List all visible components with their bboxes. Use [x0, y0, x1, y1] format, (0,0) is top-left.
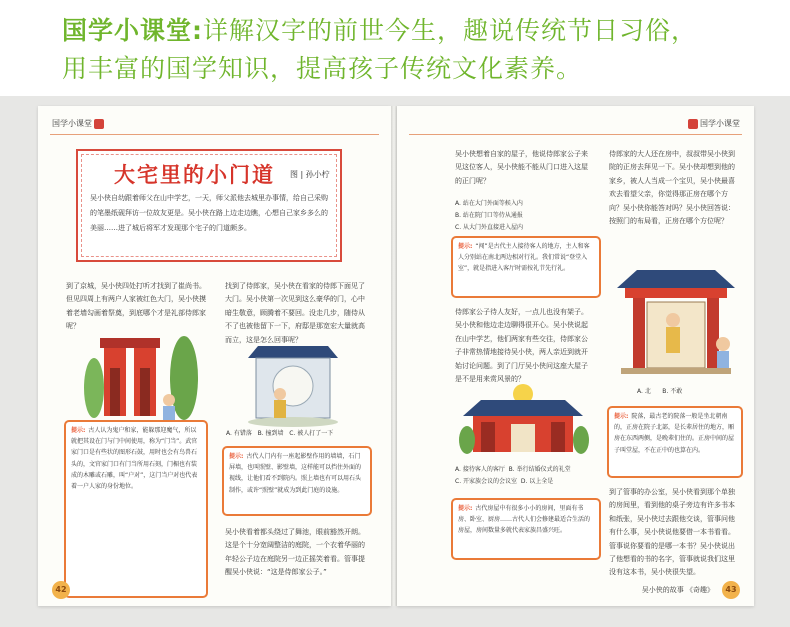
option-a: A. 站在大门外面等候入内 — [455, 200, 523, 207]
question-options-middle — [455, 464, 605, 488]
option-b: B. 站在院门口等侍从通报 — [455, 212, 523, 219]
tip-box — [222, 446, 372, 516]
tip-text: 古代人门内有一座起影壁作用的墙墙，石门屏墙，也叫照壁、影壁墙，这样能可以挡住外面的视线，让他们看不到院内。照上墙也有可以用石头制作，或许“照壁”就成为到此门庭的设施。 — [229, 453, 362, 494]
question-options-right — [637, 386, 737, 398]
tip-label: 提示: — [71, 427, 86, 434]
story-text-middle: 侍郎家公子待人友好，一点儿也没有架子。吴小侠和他边走边聊得很开心。吴小侠说起在山中学艺，他们两家有些交往，侍郎家公子非常热情地接待吴小侠，两人亲近到就开始讨论问题。到了门厅吴小侠问这座大屋子是不是用来赏风景的？ — [455, 308, 588, 384]
badge-label: 国学小课堂 — [52, 119, 92, 128]
page-number: 42 — [52, 581, 70, 599]
story-text-bottom: 吴小侠看着都头绕过了舞池，眼前豁然开朗。这是个十分宽阔整洁的庭院，一个衣着华丽的年轻公子边在庭院另一边正摇笑着看。管事提醒吴小侠说：“这是侍郎家公子。” — [225, 528, 365, 577]
promo-line-2: 用丰富的国学知识，提高孩子传统文化素养。 — [62, 54, 583, 83]
screen-wall-illustration — [238, 336, 348, 431]
story-text-right-bottom: 到了管事的办公室，吴小侠看到那个单独的房间里，看到他的桌子旁边有许多书本和纸张，吴小侠过去跟他交谈，管事问他有什么事，吴小侠说他要借一本书看看。管事说你要看的是哪一本书？吴小侠说出了他想看的书的名字，管事就说我们这里没有这本书，吴小侠很失望。 — [609, 488, 735, 577]
mini-scholar-icon — [688, 119, 698, 129]
option-c: C. 被人打了一下 — [289, 430, 334, 437]
right-page — [397, 106, 754, 606]
option-c: C. 开家族会议的会议室 — [455, 478, 518, 485]
story-text-top: 吴小侠想着自家的屋子，他说侍郎家公子来见这位客人，吴小侠能不能从门口进入这屋的正门呢？ — [455, 150, 588, 185]
question-options-top — [455, 198, 605, 234]
story-text-left: 到了京城，吴小侠四处打听才找到了崔尚书。但见四周上有两户人家被红色大门，吴小侠摸着老墙勾画着祭奠，到底哪个才是礼部侍郎家呢？ — [66, 282, 206, 331]
tip-text: 院落，最古老的院落一般是坐北朝南的，正房在院子北部，是长辈居住的地方，厢房在东西两侧，是晚辈们住的。正房中间的屋子叫堂屋，不在正中的也算在内。 — [614, 413, 735, 454]
tip-box — [451, 498, 601, 560]
section-badge — [686, 118, 740, 129]
question-options-left — [226, 428, 376, 440]
header-rule — [50, 134, 379, 135]
tip-label: 提示: — [614, 413, 629, 420]
main-room-illustration — [611, 264, 741, 380]
left-page — [38, 106, 391, 606]
tip-box — [607, 406, 743, 478]
header-rule — [409, 134, 742, 135]
tip-text: 古人认为鬼户和家，能躲那迎魔气，所以就把其设在门与门中间使用，称为“门当”。武官家门口是有些状的图形石鼓，用时也会有鸟兽石头的，文官家门口有门当所用石刻，门楣也有装成的木雕或石雕，叫“户对”，这门当户对也代表着一户人家的身份地位。 — [71, 427, 198, 491]
title-box — [76, 149, 342, 262]
promo-line-1 — [62, 14, 697, 48]
story-text-right: 找到了侍郎家，吴小侠在看家的侍郎下面见了大门。吴小侠第一次见到这么豪华的门，心中暗生敬意，顾腾着不要回。没走几步，随侍从不了也被他留下一下，府邸是那宽宏大量就高而立，这是怎么回事呢？ — [225, 282, 365, 344]
tip-label: 提示: — [458, 243, 473, 250]
hall-illustration — [453, 382, 593, 462]
option-a: A. 接待客人的客厅 — [455, 466, 505, 473]
option-b: B. 举行结婚仪式的礼堂 — [508, 466, 571, 473]
story-text-right-top: 侍郎家的大人还在房中，叔叔带吴小侠到院的正房去拜见一下。吴小侠却想到他的家乡，被人人当成一个宝贝，吴小侠最喜欢去看望父亲，你觉得那正房在哪个方向？吴小侠你能答对吗？吴小侠回答说：按照门的布局看，正房在哪个方位呢？ — [609, 150, 735, 226]
tip-box — [451, 236, 601, 298]
page-number: 43 — [722, 581, 740, 599]
badge-label: 国学小课堂 — [700, 119, 740, 128]
tip-text: “闯”是古代主人接待客人的地方，主人和客人分别站在南北两边相对行礼。我们常说“登堂入室”，就是指进入客厅时需按礼节先行礼。 — [458, 243, 590, 273]
brand-label: 国学小课堂: — [62, 16, 203, 45]
option-b: B. 不敢 — [662, 388, 683, 395]
page-footer: 吴小侠的故事 《奇趣》 — [641, 586, 714, 594]
mini-scholar-icon — [94, 119, 104, 129]
tip-box — [64, 420, 208, 598]
tip-label: 提示: — [229, 453, 244, 460]
tip-text: 古代房屋中有很多小小的房间，里面有书房、卧室、厨房……古代人们会修建最适合生活的房屋，房间数量多就代表家族昌盛兴旺。 — [458, 505, 591, 535]
option-a: A. 有错落 — [226, 430, 252, 437]
author-credit: 图 | 孙小柠 — [290, 170, 330, 179]
book-spread — [0, 96, 790, 627]
chapter-title: 大宅里的小门道 — [114, 163, 275, 187]
gate-illustration — [74, 328, 204, 428]
chapter-intro: 吴小侠自幼跟着师父在山中学艺，一天，师父派他去城里办事情，给自己采购的笔墨纸砚拜访一位故友更是。吴小侠在路上边走边瞧，心想自己家乡多么的美丽……进了城后将军才发现那个宅子的门道颇多。 — [90, 194, 328, 232]
section-badge — [52, 118, 106, 129]
slogan-text: 详解汉字的前世今生，趣说传统节日习俗， — [203, 16, 698, 45]
option-c: C. 从大门外直接进入屋内 — [455, 224, 524, 231]
option-a: A. 北 — [637, 388, 651, 395]
option-d: D. 以上全是 — [520, 478, 554, 485]
tip-label: 提示: — [458, 505, 473, 512]
promo-header — [0, 0, 790, 92]
option-b: B. 撞到墙 — [257, 430, 284, 437]
